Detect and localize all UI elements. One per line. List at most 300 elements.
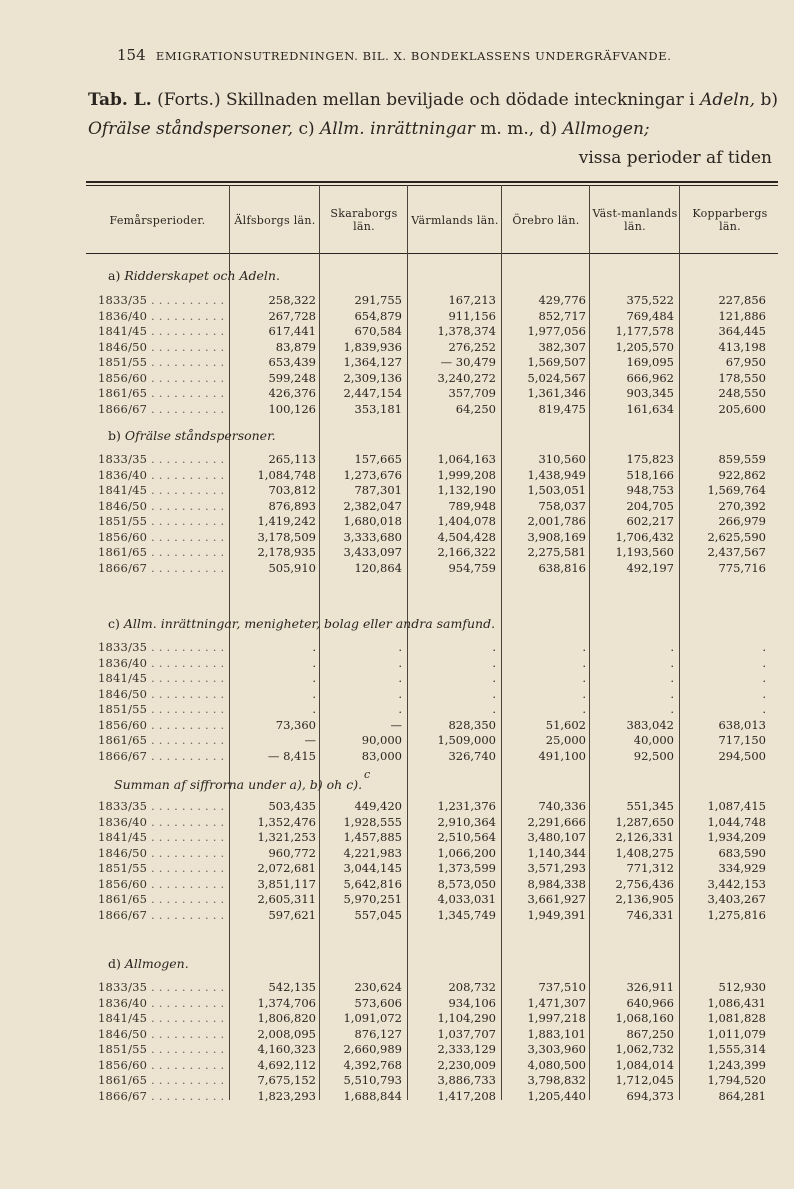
period-cell: 1861/65 . . . [98,545,230,560]
value-cell: 948,753 [626,483,674,497]
period-cell: 1856/60 . . . [98,530,230,545]
value-cell: 1,066,200 [437,845,496,860]
value-cell: 3,240,272 [437,370,496,385]
value-cell: 771,312 [626,861,674,875]
value-cell: . [670,671,674,685]
value-cell: 1,408,275 [615,845,674,860]
section-title [108,268,280,283]
value-cell: 2,605,311 [257,892,316,906]
value-cell: 1,084,748 [257,467,316,482]
value-cell: 491,100 [538,748,586,763]
table-row [0,892,794,907]
value-cell: 3,178,509 [257,529,316,544]
caption-mm: m. m., [480,119,535,139]
value-cell: 1,839,936 [343,339,402,354]
period-cell: 1841/45 . . . [98,324,230,339]
value-cell: 1,275,816 [707,907,766,922]
value-cell: 542,135 [268,980,316,994]
value-cell: 512,930 [718,980,766,994]
value-cell: 276,252 [448,339,496,354]
section-title-text: Ofrälse ståndspersoner. [124,428,276,443]
header-period: Femårsperioder. [109,213,206,227]
value-cell: 911,156 [448,308,496,323]
value-cell: 3,908,169 [527,529,586,544]
value-cell: 787,301 [354,483,402,497]
value-cell: 1,438,949 [527,467,586,482]
value-cell: 1,806,820 [257,1011,316,1025]
value-cell: 121,886 [718,308,766,323]
value-cell: 1,471,307 [527,995,586,1010]
value-cell: 1,457,885 [343,830,402,844]
value-cell: 267,728 [268,308,316,323]
value-cell: 867,250 [626,1026,674,1041]
value-cell: 2,008,095 [257,1026,316,1041]
value-cell: 357,709 [448,386,496,400]
value-cell: 828,350 [448,717,496,732]
value-cell: 769,484 [626,308,674,323]
value-cell: . [582,640,586,654]
value-cell: 903,345 [626,386,674,400]
value-cell: 1,345,749 [437,907,496,922]
value-cell: 83,879 [275,339,316,354]
table-row [0,1073,794,1088]
value-cell: . [582,655,586,670]
value-cell: 258,322 [268,293,316,307]
value-cell: 266,979 [718,514,766,528]
period-cell: 1856/60 . . . [98,1058,230,1073]
value-cell: 248,550 [718,386,766,400]
value-cell: 1,132,190 [437,483,496,497]
value-cell: 310,560 [538,452,586,466]
value-cell: 1,883,101 [527,1026,586,1041]
section-label: c) [108,616,120,631]
value-cell: 864,281 [718,1088,766,1103]
caption-d-label: d) [539,119,558,139]
value-cell: . [582,671,586,685]
value-cell: 382,307 [538,339,586,354]
value-cell: 413,198 [718,339,766,354]
table-row [0,514,794,529]
value-cell: 3,661,927 [527,892,586,906]
table-row [0,530,794,545]
value-cell: 1,037,707 [437,1026,496,1041]
section-title [108,428,276,443]
value-cell: . [670,640,674,654]
value-cell: . [492,671,496,685]
caption-adeln: Adeln, [700,90,756,110]
table-row [0,687,794,702]
value-cell: 666,962 [626,370,674,385]
value-cell: 2,072,681 [257,861,316,875]
table-row [0,830,794,845]
value-cell: 922,862 [718,467,766,482]
value-cell: . [398,655,402,670]
section-label: a) [108,268,121,283]
section-title-text: Summan af siffrorna under a), b) oh c). [114,777,363,792]
value-cell: 1,688,844 [343,1088,402,1103]
value-cell: . [670,686,674,701]
value-cell: 5,024,567 [527,370,586,385]
value-cell: 1,231,376 [437,799,496,813]
value-cell: 518,166 [626,467,674,482]
value-cell: 638,816 [538,560,586,575]
value-cell: 1,140,344 [527,845,586,860]
caption-last-line: vissa perioder af tiden [578,148,772,168]
period-cell: 1846/50 . . . [98,340,230,355]
value-cell: 1,928,555 [343,814,402,829]
value-cell: 819,475 [538,401,586,416]
value-cell: 1,084,014 [615,1057,674,1072]
value-cell: 1,193,560 [615,545,674,559]
period-cell: 1836/40 . . . [98,815,230,830]
table-top-rule-thin [86,185,778,186]
value-cell: 1,205,570 [615,339,674,354]
running-head [117,46,782,64]
value-cell: 178,550 [718,370,766,385]
value-cell: 83,000 [361,748,402,763]
value-cell: 2,625,590 [707,529,766,544]
value-cell: 120,864 [354,560,402,575]
value-cell: 2,126,331 [615,830,674,844]
header-kopparberg: Kopparbergs län. [692,207,768,233]
value-cell: 3,044,145 [343,861,402,875]
value-cell: 1,949,391 [527,907,586,922]
table-row [0,1027,794,1042]
value-cell: 167,213 [448,293,496,307]
value-cell: 1,555,314 [707,1042,766,1056]
value-cell: 492,197 [626,560,674,575]
value-cell: 740,336 [538,799,586,813]
value-cell: 505,910 [268,560,316,575]
value-cell: 1,503,051 [527,483,586,497]
table-row [0,908,794,923]
table-row [0,815,794,830]
table-row [0,799,794,814]
value-cell: 1,569,764 [707,483,766,497]
value-cell: 1,569,507 [527,355,586,369]
value-cell: 2,510,564 [437,830,496,844]
value-cell: 383,042 [626,717,674,732]
cue-mark: c [364,768,371,781]
section-label: b) [108,428,121,443]
value-cell: 3,442,153 [707,876,766,891]
period-cell: 1851/55 . . . [98,861,230,876]
table-top-rule [86,181,778,183]
value-cell: 2,910,364 [437,814,496,829]
period-cell: 1866/67 . . . [98,749,230,764]
value-cell: 353,181 [354,401,402,416]
period-cell: 1846/50 . . . [98,499,230,514]
value-cell: . [582,702,586,716]
table-row [0,402,794,417]
table-row [0,656,794,671]
period-cell: 1846/50 . . . [98,1027,230,1042]
table-label: Tab. L. [88,90,152,110]
value-cell: . [312,686,316,701]
header-orebro: Örebro län. [512,213,580,227]
value-cell: 3,571,293 [527,861,586,875]
caption-allm: Allm. inrättningar [320,119,475,139]
value-cell: 1,361,346 [527,386,586,400]
period-cell: 1866/67 . . . [98,402,230,417]
value-cell: 1,712,045 [615,1073,674,1087]
table-row [0,499,794,514]
value-cell: — [304,733,316,747]
value-cell: 1,321,253 [257,830,316,844]
value-cell: 599,248 [268,370,316,385]
value-cell: 169,095 [626,355,674,369]
value-cell: . [492,686,496,701]
value-cell: 3,333,680 [343,529,402,544]
value-cell: 859,559 [718,452,766,466]
value-cell: 8,573,050 [437,876,496,891]
table-row [0,293,794,308]
value-cell: . [312,702,316,716]
period-cell: 1861/65 . . . [98,733,230,748]
value-cell: 25,000 [545,733,586,747]
value-cell: 2,001,786 [527,514,586,528]
value-cell: 602,217 [626,514,674,528]
value-cell: 4,504,428 [437,529,496,544]
value-cell: 2,309,136 [343,370,402,385]
section-title [108,956,189,971]
value-cell: 1,706,432 [615,529,674,544]
period-cell: 1841/45 . . . [98,671,230,686]
table-row [0,980,794,995]
value-cell: 2,136,905 [615,892,674,906]
value-cell: . [398,686,402,701]
value-cell: 1,104,290 [437,1011,496,1025]
table-row [0,996,794,1011]
value-cell: 4,392,768 [343,1057,402,1072]
value-cell: 326,911 [626,980,674,994]
table-row [0,324,794,339]
value-cell: 294,500 [718,748,766,763]
header-skaraborg: Skaraborgs län. [330,207,398,233]
period-cell: 1856/60 . . . [98,371,230,386]
value-cell: 573,606 [354,995,402,1010]
value-cell: 2,447,154 [343,386,402,400]
header-bottom-rule [86,253,778,254]
value-cell: 3,798,832 [527,1073,586,1087]
table-row [0,468,794,483]
period-cell: 1833/35 . . . [98,293,230,308]
value-cell: 208,732 [448,980,496,994]
value-cell: 375,522 [626,293,674,307]
table-row [0,309,794,324]
value-cell: 758,037 [538,498,586,513]
period-cell: 1836/40 . . . [98,996,230,1011]
value-cell: 364,445 [718,324,766,338]
value-cell: 1,977,056 [527,324,586,338]
value-cell: 5,970,251 [343,892,402,906]
table-row [0,749,794,764]
value-cell: 2,178,935 [257,545,316,559]
value-cell: 2,230,009 [437,1057,496,1072]
table-row [0,702,794,717]
value-cell: 205,600 [718,401,766,416]
value-cell: 67,950 [725,355,766,369]
table-row [0,452,794,467]
value-cell: 334,929 [718,861,766,875]
value-cell: 876,127 [354,1026,402,1041]
period-cell: 1836/40 . . . [98,309,230,324]
value-cell: 1,064,163 [437,452,496,466]
value-cell: 40,000 [633,733,674,747]
period-cell: 1851/55 . . . [98,355,230,370]
value-cell: 670,584 [354,324,402,338]
value-cell: 291,755 [354,293,402,307]
value-cell: 429,776 [538,293,586,307]
value-cell: 1,243,399 [707,1057,766,1072]
value-cell: . [762,686,766,701]
section-title-text: Ridderskapet och Adeln. [124,268,280,283]
table-row [0,355,794,370]
value-cell: 1,273,676 [343,467,402,482]
value-cell: 2,166,322 [437,545,496,559]
period-cell: 1861/65 . . . [98,892,230,907]
value-cell: 175,823 [626,452,674,466]
value-cell: 1,374,706 [257,995,316,1010]
period-cell: 1833/35 . . . [98,452,230,467]
value-cell: 1,419,242 [257,514,316,528]
section-label: d) [108,956,121,971]
value-cell: 161,634 [626,401,674,416]
value-cell: 683,590 [718,845,766,860]
value-cell: . [492,655,496,670]
value-cell: 1,352,476 [257,814,316,829]
value-cell: 426,376 [268,386,316,400]
period-cell: 1856/60 . . . [98,877,230,892]
value-cell: 92,500 [633,748,674,763]
value-cell: 852,717 [538,308,586,323]
value-cell: — 30,479 [440,355,496,369]
value-cell: 1,081,828 [707,1011,766,1025]
value-cell: 4,033,031 [437,892,496,906]
period-cell: 1856/60 . . . [98,718,230,733]
value-cell: 100,126 [268,401,316,416]
value-cell: . [492,640,496,654]
table-row [0,340,794,355]
period-cell: 1841/45 . . . [98,483,230,498]
caption-c-label: c) [298,119,315,139]
value-cell: 1,794,520 [707,1073,766,1087]
value-cell: . [670,702,674,716]
value-cell: . [762,640,766,654]
value-cell: 960,772 [268,845,316,860]
value-cell: . [762,655,766,670]
value-cell: 1,934,209 [707,830,766,844]
value-cell: . [312,640,316,654]
table-row [0,483,794,498]
period-cell: 1846/50 . . . [98,846,230,861]
value-cell: 2,333,129 [437,1042,496,1056]
value-cell: 737,510 [538,980,586,994]
period-cell: 1866/67 . . . [98,908,230,923]
period-cell: 1866/67 . . . [98,1089,230,1104]
value-cell: 1,068,160 [615,1011,674,1025]
value-cell: 597,621 [268,907,316,922]
value-cell: 789,948 [448,498,496,513]
value-cell: 638,013 [718,717,766,732]
section-title-text: Allm. inrättningar, menigheter, bolag eller andra samfund. [123,616,496,631]
value-cell: 7,675,152 [257,1073,316,1087]
value-cell: 157,665 [354,452,402,466]
value-cell: 4,080,500 [527,1057,586,1072]
period-cell: 1851/55 . . . [98,702,230,717]
value-cell: 551,345 [626,799,674,813]
value-cell: 1,404,078 [437,514,496,528]
table-row [0,718,794,733]
value-cell: . [582,686,586,701]
value-cell: . [312,671,316,685]
value-cell: 2,437,567 [707,545,766,559]
value-cell: 640,966 [626,995,674,1010]
value-cell: 1,062,732 [615,1042,674,1056]
value-cell: 1,086,431 [707,995,766,1010]
value-cell: 204,705 [626,498,674,513]
period-cell: 1846/50 . . . [98,687,230,702]
table-row [0,861,794,876]
value-cell: 51,602 [545,717,586,732]
header-alfsborg: Älfsborgs län. [234,213,316,227]
value-cell: 4,221,983 [343,845,402,860]
value-cell: 1,011,079 [707,1026,766,1041]
period-cell: 1841/45 . . . [98,1011,230,1026]
value-cell: 4,160,323 [257,1042,316,1056]
table-row [0,733,794,748]
table-row [0,877,794,892]
value-cell: . [398,671,402,685]
table-caption [88,86,778,173]
value-cell: 717,150 [718,733,766,747]
value-cell: 270,392 [718,498,766,513]
table-row [0,1011,794,1026]
value-cell: 1,509,000 [437,733,496,747]
value-cell: . [670,655,674,670]
value-cell: 1,091,072 [343,1011,402,1025]
value-cell: 954,759 [448,560,496,575]
value-cell: 876,893 [268,498,316,513]
table-row [0,1058,794,1073]
value-cell: 1,997,218 [527,1011,586,1025]
value-cell: 1,177,578 [615,324,674,338]
period-cell: 1833/35 . . . [98,799,230,814]
table-row [0,386,794,401]
value-cell: . [398,640,402,654]
value-cell: 2,275,581 [527,545,586,559]
value-cell: — 8,415 [267,748,316,763]
period-cell: 1833/35 . . . [98,980,230,995]
value-cell: 326,740 [448,748,496,763]
value-cell: . [398,702,402,716]
value-cell: 653,439 [268,355,316,369]
value-cell: . [312,655,316,670]
value-cell: 1,364,127 [343,355,402,369]
value-cell: 2,660,989 [343,1042,402,1056]
value-cell: 617,441 [268,324,316,338]
period-cell: 1833/35 . . . [98,640,230,655]
period-cell: 1866/67 . . . [98,561,230,576]
value-cell: 1,680,018 [343,514,402,528]
value-cell: . [762,702,766,716]
period-cell: 1851/55 . . . [98,1042,230,1057]
value-cell: 746,331 [626,907,674,922]
value-cell: 2,756,436 [615,876,674,891]
value-cell: 703,812 [268,483,316,497]
value-cell: 2,291,666 [527,814,586,829]
table-row [0,640,794,655]
